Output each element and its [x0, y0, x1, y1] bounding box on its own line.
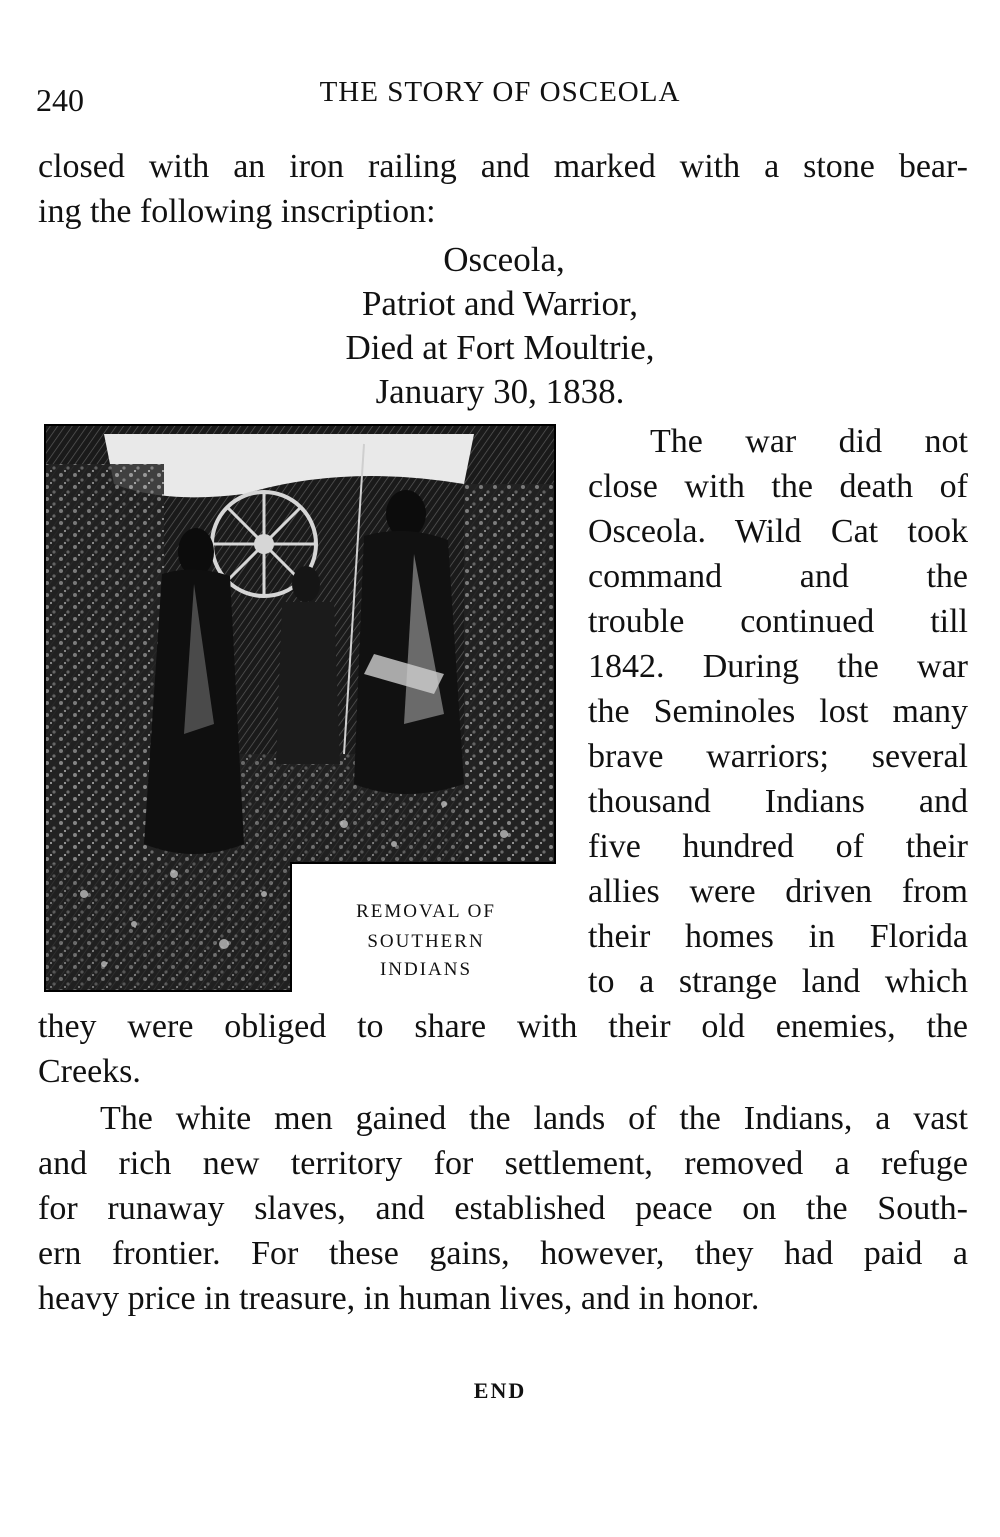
- paragraph-2-line: thousand Indians and: [588, 783, 968, 820]
- paragraph-2-line: brave warriors; several: [588, 738, 968, 775]
- paragraph-2-line: to a strange land which: [588, 963, 968, 1000]
- paragraph-2-line: close with the death of: [588, 468, 968, 505]
- paragraph-2-line: command and the: [588, 558, 968, 595]
- inscription-line: Osceola,: [443, 240, 565, 279]
- inscription-line: Died at Fort Moultrie,: [345, 328, 655, 367]
- paragraph-2-line: their homes in Florida: [588, 918, 968, 955]
- paragraph-3-line: ern frontier. For these gains, however, they had paid a: [38, 1235, 968, 1272]
- illustration-caption-line: INDIANS: [379, 959, 473, 980]
- paragraph-2-line: 1842. During the war: [588, 648, 968, 685]
- paragraph-2-line: they were obliged to share with their old enemies, the: [38, 1008, 968, 1045]
- paragraph-2-line: the Seminoles lost many: [588, 693, 968, 730]
- paragraph-2-line: Osceola. Wild Cat took: [588, 513, 968, 550]
- paragraph-3-line: and rich new territory for settlement, removed a refuge: [38, 1145, 968, 1182]
- inscription-line: January 30, 1838.: [375, 372, 625, 411]
- paragraph-2-line: The war did not: [650, 423, 968, 460]
- paragraph-1-line: ing the following inscription:: [38, 193, 436, 230]
- paragraph-2-line: five hundred of their: [588, 828, 968, 865]
- paragraph-3-line: heavy price in treasure, in human lives, and in honor.: [38, 1280, 760, 1317]
- running-head: THE STORY OF OSCEOLA: [319, 76, 681, 108]
- paragraph-2-line: Creeks.: [38, 1053, 141, 1090]
- paragraph-3-line: The white men gained the lands of the Indians, a vast: [100, 1100, 968, 1137]
- page-number: 240: [36, 82, 84, 118]
- paragraph-2-line: trouble continued till: [588, 603, 968, 640]
- illustration-caption-line: REMOVAL OF: [356, 901, 496, 922]
- inscription-line: Patriot and Warrior,: [361, 284, 639, 323]
- end-mark: END: [473, 1378, 527, 1403]
- paragraph-3-line: for runaway slaves, and established peace on the South-: [38, 1190, 968, 1227]
- paragraph-1-line: closed with an iron railing and marked with a stone bear-: [38, 148, 968, 185]
- paragraph-2-line: allies were driven from: [588, 873, 968, 910]
- illustration-caption-line: SOUTHERN: [367, 931, 485, 952]
